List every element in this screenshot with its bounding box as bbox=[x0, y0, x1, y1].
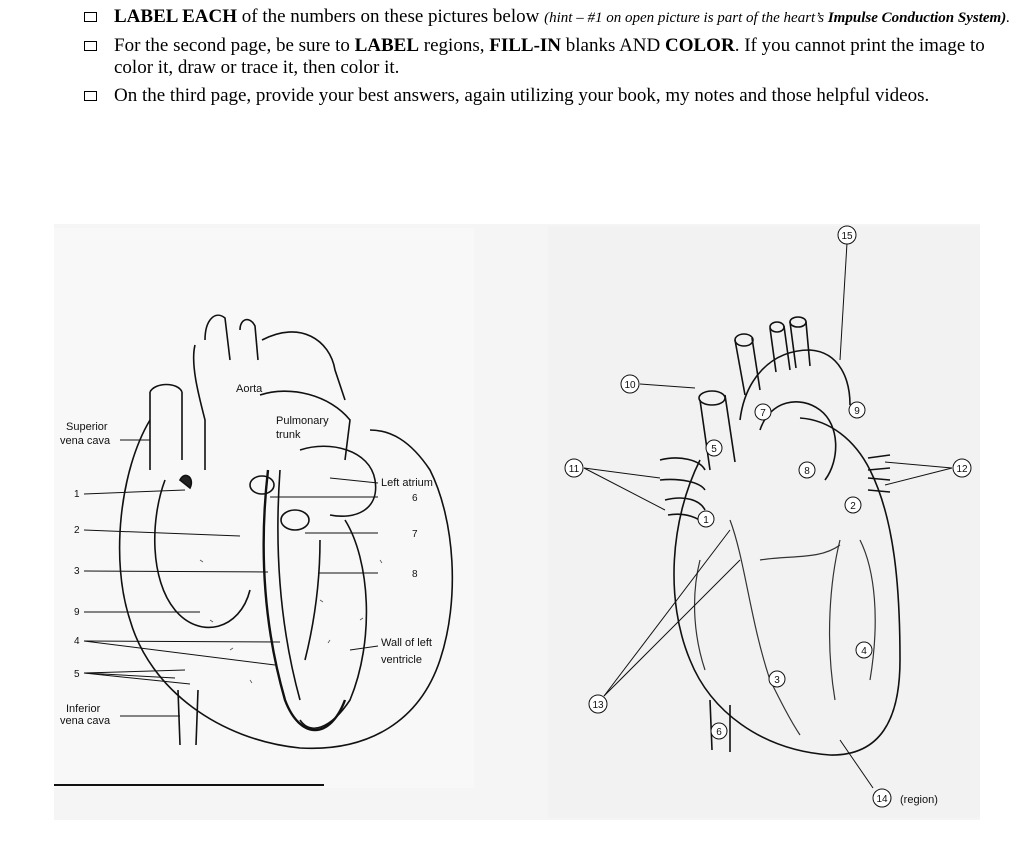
marker-10 bbox=[621, 375, 639, 393]
instruction-1-hint: (hint – #1 on open picture is part of the heart’s Impulse Conduction System). bbox=[544, 10, 1010, 26]
svg-text:3: 3 bbox=[774, 675, 780, 686]
marker-7 bbox=[755, 404, 771, 420]
number-label: 3 bbox=[74, 566, 80, 577]
label-vena-cava-inferior: vena cava bbox=[60, 715, 111, 727]
svg-text:12: 12 bbox=[956, 464, 968, 475]
number-label: 6 bbox=[412, 493, 418, 504]
svg-text:1: 1 bbox=[703, 515, 709, 526]
number-label: 9 bbox=[74, 607, 80, 618]
instruction-1-text: of the numbers on these pictures below bbox=[237, 6, 545, 27]
svg-text:4: 4 bbox=[861, 646, 867, 657]
label-pulmonary: Pulmonary bbox=[276, 415, 329, 427]
label-ventricle: ventricle bbox=[381, 654, 422, 666]
marker-3 bbox=[769, 671, 785, 687]
instruction-item-2: For the second page, be sure to LABEL regions, FILL-IN blanks AND COLOR. If you cannot print the image to color it, draw or trace it, then color it. bbox=[84, 35, 1014, 79]
label-aorta: Aorta bbox=[236, 383, 263, 395]
external-heart-drawing bbox=[660, 317, 900, 755]
left-leader-lines bbox=[84, 440, 378, 716]
marker-11 bbox=[565, 459, 583, 477]
svg-text:11: 11 bbox=[568, 464, 580, 475]
marker-6 bbox=[711, 723, 727, 739]
svg-text:5: 5 bbox=[711, 444, 717, 455]
svg-text:8: 8 bbox=[804, 466, 810, 477]
svg-text:7: 7 bbox=[760, 408, 766, 419]
number-label: 2 bbox=[74, 525, 80, 536]
marker-2 bbox=[845, 497, 861, 513]
label-wall: Wall of left bbox=[381, 637, 432, 649]
instruction-3-text: On the third page, provide your best answers, again utilizing your book, my notes and those helpful videos. bbox=[114, 85, 930, 106]
number-label: 5 bbox=[74, 669, 80, 680]
svg-text:6: 6 bbox=[716, 727, 722, 738]
instruction-1-bold: LABEL EACH bbox=[114, 6, 238, 27]
marker-8 bbox=[799, 462, 815, 478]
label-superior: Superior bbox=[66, 421, 108, 433]
label-inferior: Inferior bbox=[66, 703, 101, 715]
right-number-markers bbox=[565, 226, 971, 807]
marker-12 bbox=[953, 459, 971, 477]
open-heart-drawing bbox=[120, 315, 453, 748]
marker-1 bbox=[698, 511, 714, 527]
number-label: 7 bbox=[412, 529, 418, 540]
number-label: 8 bbox=[412, 569, 418, 580]
svg-text:15: 15 bbox=[841, 231, 853, 242]
marker-14 bbox=[873, 789, 891, 807]
marker-5 bbox=[706, 440, 722, 456]
marker-15 bbox=[838, 226, 856, 244]
label-region: (region) bbox=[900, 794, 938, 806]
number-label: 1 bbox=[74, 489, 80, 500]
label-trunk: trunk bbox=[276, 429, 301, 441]
marker-4 bbox=[856, 642, 872, 658]
marker-9 bbox=[849, 402, 865, 418]
label-vena-cava-superior: vena cava bbox=[60, 435, 111, 447]
svg-text:10: 10 bbox=[624, 380, 636, 391]
page-edge-shadow bbox=[54, 784, 324, 786]
svg-text:14: 14 bbox=[876, 794, 888, 805]
svg-text:9: 9 bbox=[854, 406, 860, 417]
number-label: 4 bbox=[74, 636, 80, 647]
svg-text:13: 13 bbox=[592, 700, 604, 711]
label-left-atrium: Left atrium bbox=[381, 477, 433, 489]
svg-text:2: 2 bbox=[850, 501, 856, 512]
right-leader-lines bbox=[584, 243, 952, 788]
marker-13 bbox=[589, 695, 607, 713]
